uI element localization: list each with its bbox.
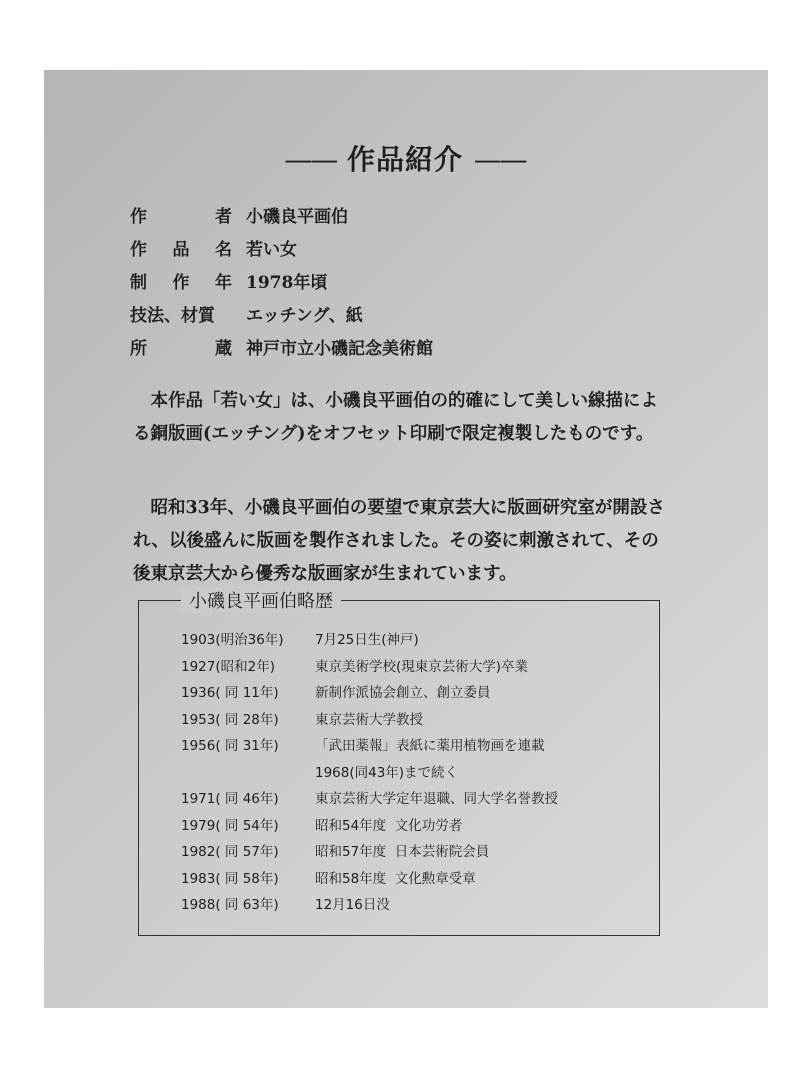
timeline-row: 1988( 同 63年) 12月16日没 (181, 897, 390, 914)
biography-title: 小磯良平画伯略歴 (181, 587, 341, 613)
info-label: 作 者 (130, 207, 232, 227)
info-row-technique (130, 297, 433, 330)
info-label: 制 作 年 (130, 273, 232, 293)
info-value: 神戸市立小磯記念美術館 (246, 339, 433, 359)
timeline-row: 1903(明治36年) 7月25日生(神戸) (181, 632, 419, 649)
info-row-artist (130, 198, 433, 231)
title-text: 作品紹介 (346, 143, 463, 176)
timeline-row: 1927(昭和2年) 東京美術学校(現東京芸術大学)卒業 (181, 658, 529, 675)
timeline-row: 1936( 同 11年) 新制作派協会創立、創立委員 (181, 685, 491, 702)
timeline-row: 1971( 同 46年) 東京芸術大学定年退職、同大学名誉教授 (181, 791, 558, 808)
timeline-row: 1983( 同 58年) 昭和58年度 文化勲章受章 (181, 870, 476, 887)
work-info-list (130, 198, 433, 363)
title-dash-right: —— (473, 143, 526, 176)
info-label: 技法、材質 (130, 306, 215, 326)
info-label: 作 品 名 (130, 240, 232, 260)
biography-box (138, 591, 660, 936)
info-row-year (130, 264, 433, 297)
timeline-row: 1982( 同 57年) 昭和57年度 日本芸術院会員 (181, 844, 490, 861)
timeline-row: 1968(同43年)まで続く (315, 764, 459, 781)
history-paragraph: 昭和33年、小磯良平画伯の要望で東京芸大に版画研究室が開設され、以後盛んに版画を製作されました。その姿に刺激されて、その後東京芸大から優秀な版画家が生まれています。 (133, 497, 665, 584)
timeline-row: 1953( 同 28年) 東京芸術大学教授 (181, 711, 423, 728)
info-value: 小磯良平画伯 (246, 207, 348, 227)
info-row-title (130, 231, 433, 264)
info-value: エッチング、紙 (246, 306, 363, 326)
description-paragraph: 本作品「若い女」は、小磯良平画伯の的確にして美しい線描による銅版画(エッチング)をオフセット印刷で限定複製したものです。 (133, 390, 658, 444)
info-label: 所 蔵 (130, 339, 232, 359)
page-title (0, 138, 810, 178)
title-dash-left: —— (284, 143, 337, 176)
info-value: 若い女 (246, 240, 297, 260)
biography-timeline (181, 625, 558, 917)
info-value: 1978年頃 (246, 273, 328, 293)
info-row-collection (130, 330, 433, 363)
timeline-row: 1979( 同 54年) 昭和54年度 文化功労者 (181, 817, 463, 834)
timeline-row: 1956( 同 31年) 「武田薬報」表紙に薬用植物画を連載 (181, 738, 545, 755)
